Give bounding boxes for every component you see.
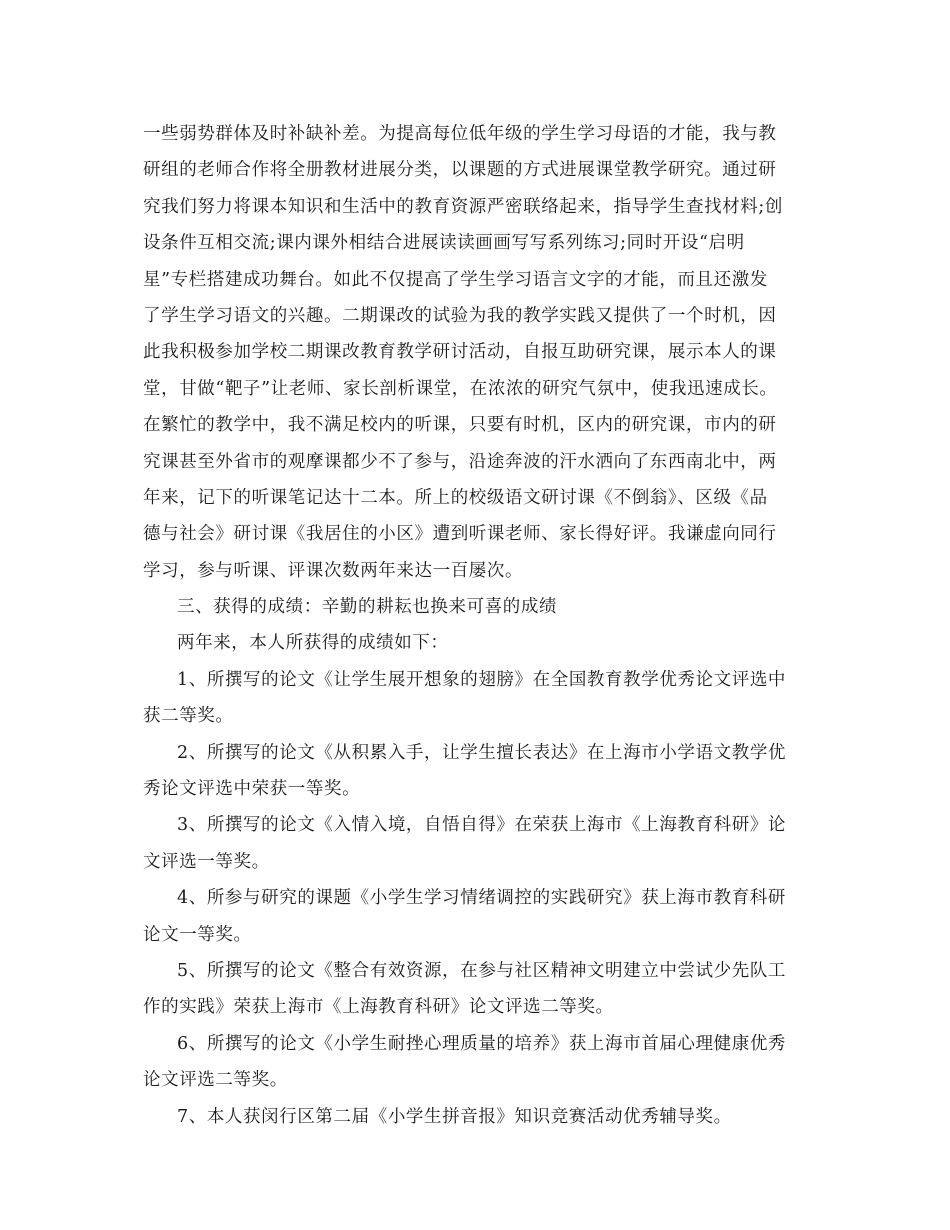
- award-item: 3、所撰写的论文《入情入境，自悟自得》在荣获上海市《上海教育科研》论: [177, 815, 787, 836]
- award-item: 4、所参与研究的课题《小学生学习情绪调控的实践研究》获上海市教育科研: [177, 888, 787, 909]
- award-item: 5、所撰写的论文《整合有效资源，在参与社区精神文明建立中尝试少先队工: [177, 960, 787, 981]
- text-line: 了学生学习语文的兴趣。二期课改的试验为我的教学实践又提供了一个时机，因: [143, 305, 777, 326]
- award-item: 7、本人获闵行区第二届《小学生拼音报》知识竞赛活动优秀辅导奖。: [177, 1106, 732, 1127]
- section-heading: 三、获得的成绩：辛勤的耕耘也换来可喜的成绩: [177, 597, 558, 618]
- text-line: 文评选一等奖。: [143, 851, 270, 872]
- text-line: 一些弱势群体及时补缺补差。为提高每位低年级的学生学习母语的才能，我与教: [143, 124, 777, 144]
- text-line: 堂，甘做“靶子”让老师、家长剖析课堂，在浓浓的研究气氛中，使我迅速成长。: [143, 378, 778, 399]
- text-line: 德与社会》研讨课《我居住的小区》遭到听课老师、家长得好评。我谦虚向同行: [143, 524, 777, 545]
- text-line: 作的实践》荣获上海市《上海教育科研》论文评选二等奖。: [143, 997, 614, 1018]
- text-line: 星”专栏搭建成功舞台。如此不仅提高了学生学习语言文字的才能，而且还激发: [143, 269, 768, 290]
- text-line: 两年来，本人所获得的成绩如下：: [177, 633, 449, 654]
- document-body: [143, 116, 811, 1135]
- text-line: 究我们努力将课本知识和生活中的教育资源严密联络起来，指导学生查找材料;创: [143, 196, 783, 217]
- text-line: 学习，参与听课、评课次数两年来达一百屡次。: [143, 560, 524, 581]
- text-line: 秀论文评选中荣获一等奖。: [143, 779, 361, 800]
- text-line: 此我积极参加学校二期课改教育教学研讨活动，自报互助研究课，展示本人的课: [143, 342, 777, 363]
- text-line: 获二等奖。: [143, 706, 234, 727]
- award-item: 1、所撰写的论文《让学生展开想象的翅膀》在全国教育教学优秀论文评选中: [177, 669, 787, 690]
- text-line: 设条件互相交流;课内课外相结合进展读读画画写写系列练习;同时开设“启明: [143, 233, 745, 254]
- text-line: 研组的老师合作将全册教材进展分类，以课题的方式进展课堂教学研究。通过研: [143, 160, 777, 181]
- award-item: 2、所撰写的论文《从积累入手，让学生擅长表达》在上海市小学语文教学优: [177, 742, 787, 763]
- text-line: 论文一等奖。: [143, 924, 252, 945]
- text-line: 论文评选二等奖。: [143, 1070, 288, 1091]
- award-item: 6、所撰写的论文《小学生耐挫心理质量的培养》获上海市首届心理健康优秀: [177, 1033, 787, 1054]
- text-line: 究课甚至外省市的观摩课都少不了参与，沿途奔波的汗水洒向了东西南北中，两: [143, 451, 777, 472]
- text-line: 年来，记下的听课笔记达十二本。所上的校级语文研讨课《不倒翁》、区级《品: [143, 487, 768, 508]
- text-line: 在繁忙的教学中，我不满足校内的听课，只要有时机，区内的研究课，市内的研: [143, 415, 777, 436]
